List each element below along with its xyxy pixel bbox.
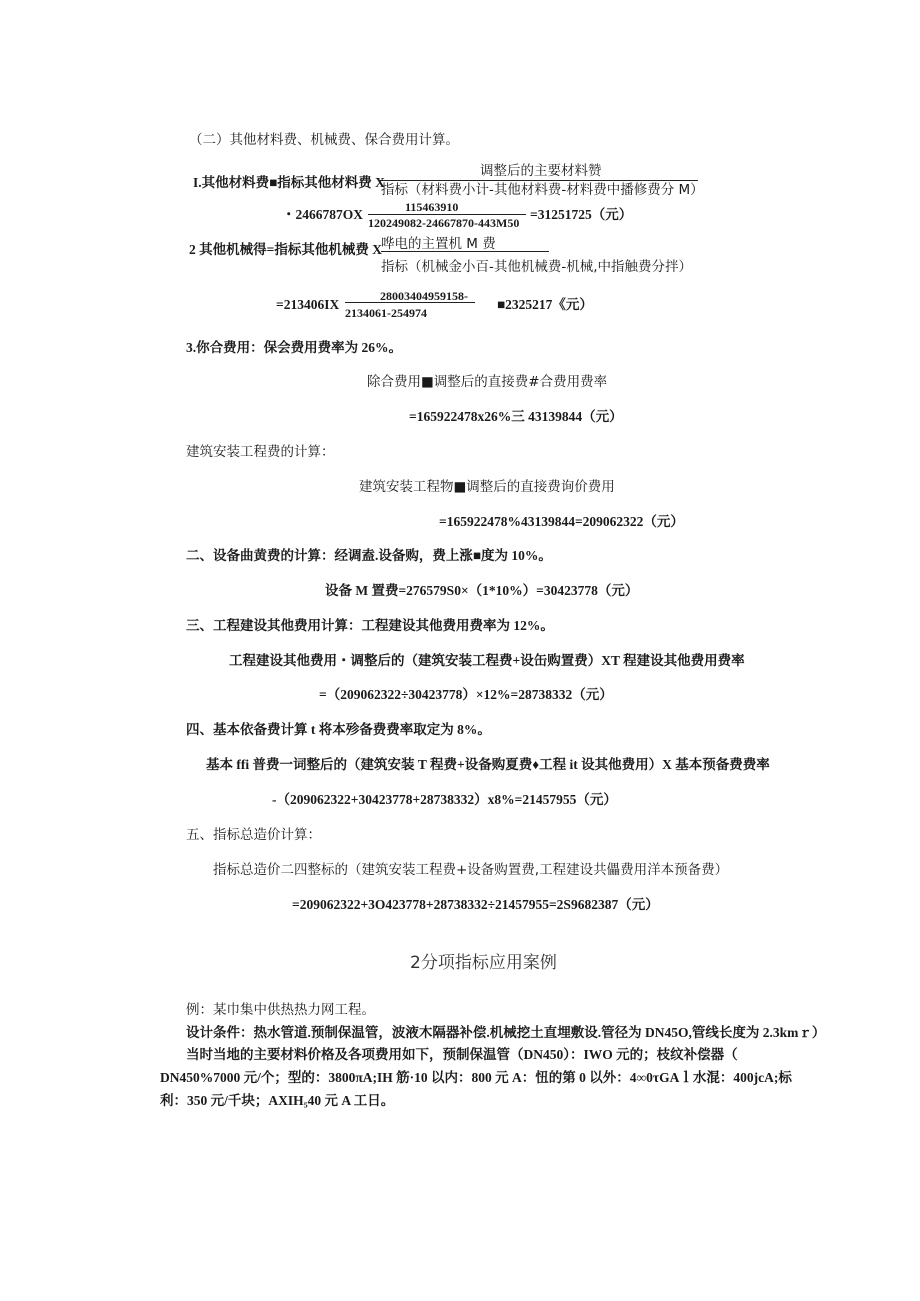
construction-cost-heading: 建筑安装工程费的计算： xyxy=(186,444,335,460)
formula-1-numerator: 115463910 xyxy=(405,200,459,214)
formula-1-denominator: 120249082-24667870-443M50 xyxy=(368,216,520,230)
formula-1-label: I.其他材料费■指标其他材料费 X xyxy=(193,175,385,190)
example-line-1: 例：某巾集中供热热力网工程。 xyxy=(186,1002,375,1018)
formula-2-numerator: 28003404959158- xyxy=(380,289,468,303)
formula-2-inner-line xyxy=(345,302,475,303)
construction-cost-calculation: =165922478%43139844=209062322（元） xyxy=(439,514,684,529)
equipment-cost-calculation: 设备 M 置费=276579S0×（1*10%）=30423778（元） xyxy=(325,583,639,598)
formula-2-label: 2 其他机械得=指标其他机械费 X xyxy=(189,242,382,257)
section-2-title: 2分项指标应用案例 xyxy=(410,953,557,973)
total-cost-expression: 指标总造价二四整标的（建筑安装工程费+设备购置费,工程建设共儡费用洋本预备费） xyxy=(213,862,729,878)
example-line-3: 当时当地的主要材料价格及各项费用如下，预制保温管（DN450）：IWO 元的；枝纹补偿器（ xyxy=(186,1047,738,1062)
equipment-cost-heading: 二、设备曲黄费的计算：经调盍.设备购，费上涨■度为 10%。 xyxy=(186,548,552,563)
basic-reserve-calculation: -（209062322+30423778+28738332）x8%=21457955（元） xyxy=(272,792,617,807)
formula-3-calculation: =165922478x26%三 43139844（元） xyxy=(409,409,623,424)
basic-reserve-heading: 四、基本依备费计算 t 将本殄备费费率取定为 8%。 xyxy=(186,722,491,737)
example-line-4: DN450%7000 元/个；型的：3800πA;IH 筋·10 以内：800 元 A：忸的第 0 以外：4∞0τGAｌ水混：400jcA;标 xyxy=(160,1070,792,1085)
formula-1-lead: ・2466787OX xyxy=(282,207,363,222)
formula-2-denominator: 2134061-254974 xyxy=(345,306,427,320)
formula-2-fraction-line xyxy=(381,251,549,252)
total-cost-heading: 五、指标总造价计算： xyxy=(186,827,321,843)
formula-3-heading: 3.你合费用：保会费用费率为 26%。 xyxy=(186,340,402,355)
other-construction-cost-heading: 三、工程建设其他费用计算：工程建设其他费用费率为 12%。 xyxy=(186,618,554,633)
other-construction-cost-calculation: =（209062322÷30423778）×12%=28738332（元） xyxy=(319,687,613,702)
formula-1-fraction-bottom: 指标（材料费小计-其他材料费-材料费中播修费分 M） xyxy=(381,182,704,198)
formula-1-fraction-top: 调整后的主要材料赞 xyxy=(480,163,602,179)
example-line-5: 利：350 元/千块；AXIH₅40 元 A 工日。 xyxy=(160,1093,395,1108)
formula-2-lead: =213406IX xyxy=(276,297,340,312)
total-cost-calculation: =209062322+3O423778+28738332÷21457955=2S9682387（元） xyxy=(292,897,659,912)
section-heading-other-costs: （二）其他材料费、机械费、保合费用计算。 xyxy=(189,132,459,148)
formula-3-expression: 除合费用■调整后的直接费#合费用费率 xyxy=(367,374,608,390)
example-line-2: 设计条件：热水管道.预制保温管，波液木隔器补偿.机械挖土直埋敷设.管径为 DN45O,管线长度为 2.3kmｒ） xyxy=(186,1025,826,1040)
basic-reserve-expression: 基本 ffi 普费一词整后的（建筑安装 T 程费+设备购夏费♦工程 it 设其他费用）X 基本预备费费率 xyxy=(206,757,770,772)
formula-1-result: =31251725（元） xyxy=(530,207,633,222)
construction-cost-expression: 建筑安装工程物■调整后的直接费询价费用 xyxy=(359,479,615,495)
other-construction-cost-expression: 工程建设其他费用・调整后的（建筑安装工程费+设缶购置费）XT 程建设其他费用费率 xyxy=(229,653,745,668)
formula-2-result: ■2325217《元） xyxy=(497,297,593,312)
formula-2-fraction-top: 哗电的主置机 M 费 xyxy=(381,236,496,252)
formula-2-fraction-bottom: 指标（机械金小百-其他机械费-机械,中指触费分拌） xyxy=(381,259,693,275)
